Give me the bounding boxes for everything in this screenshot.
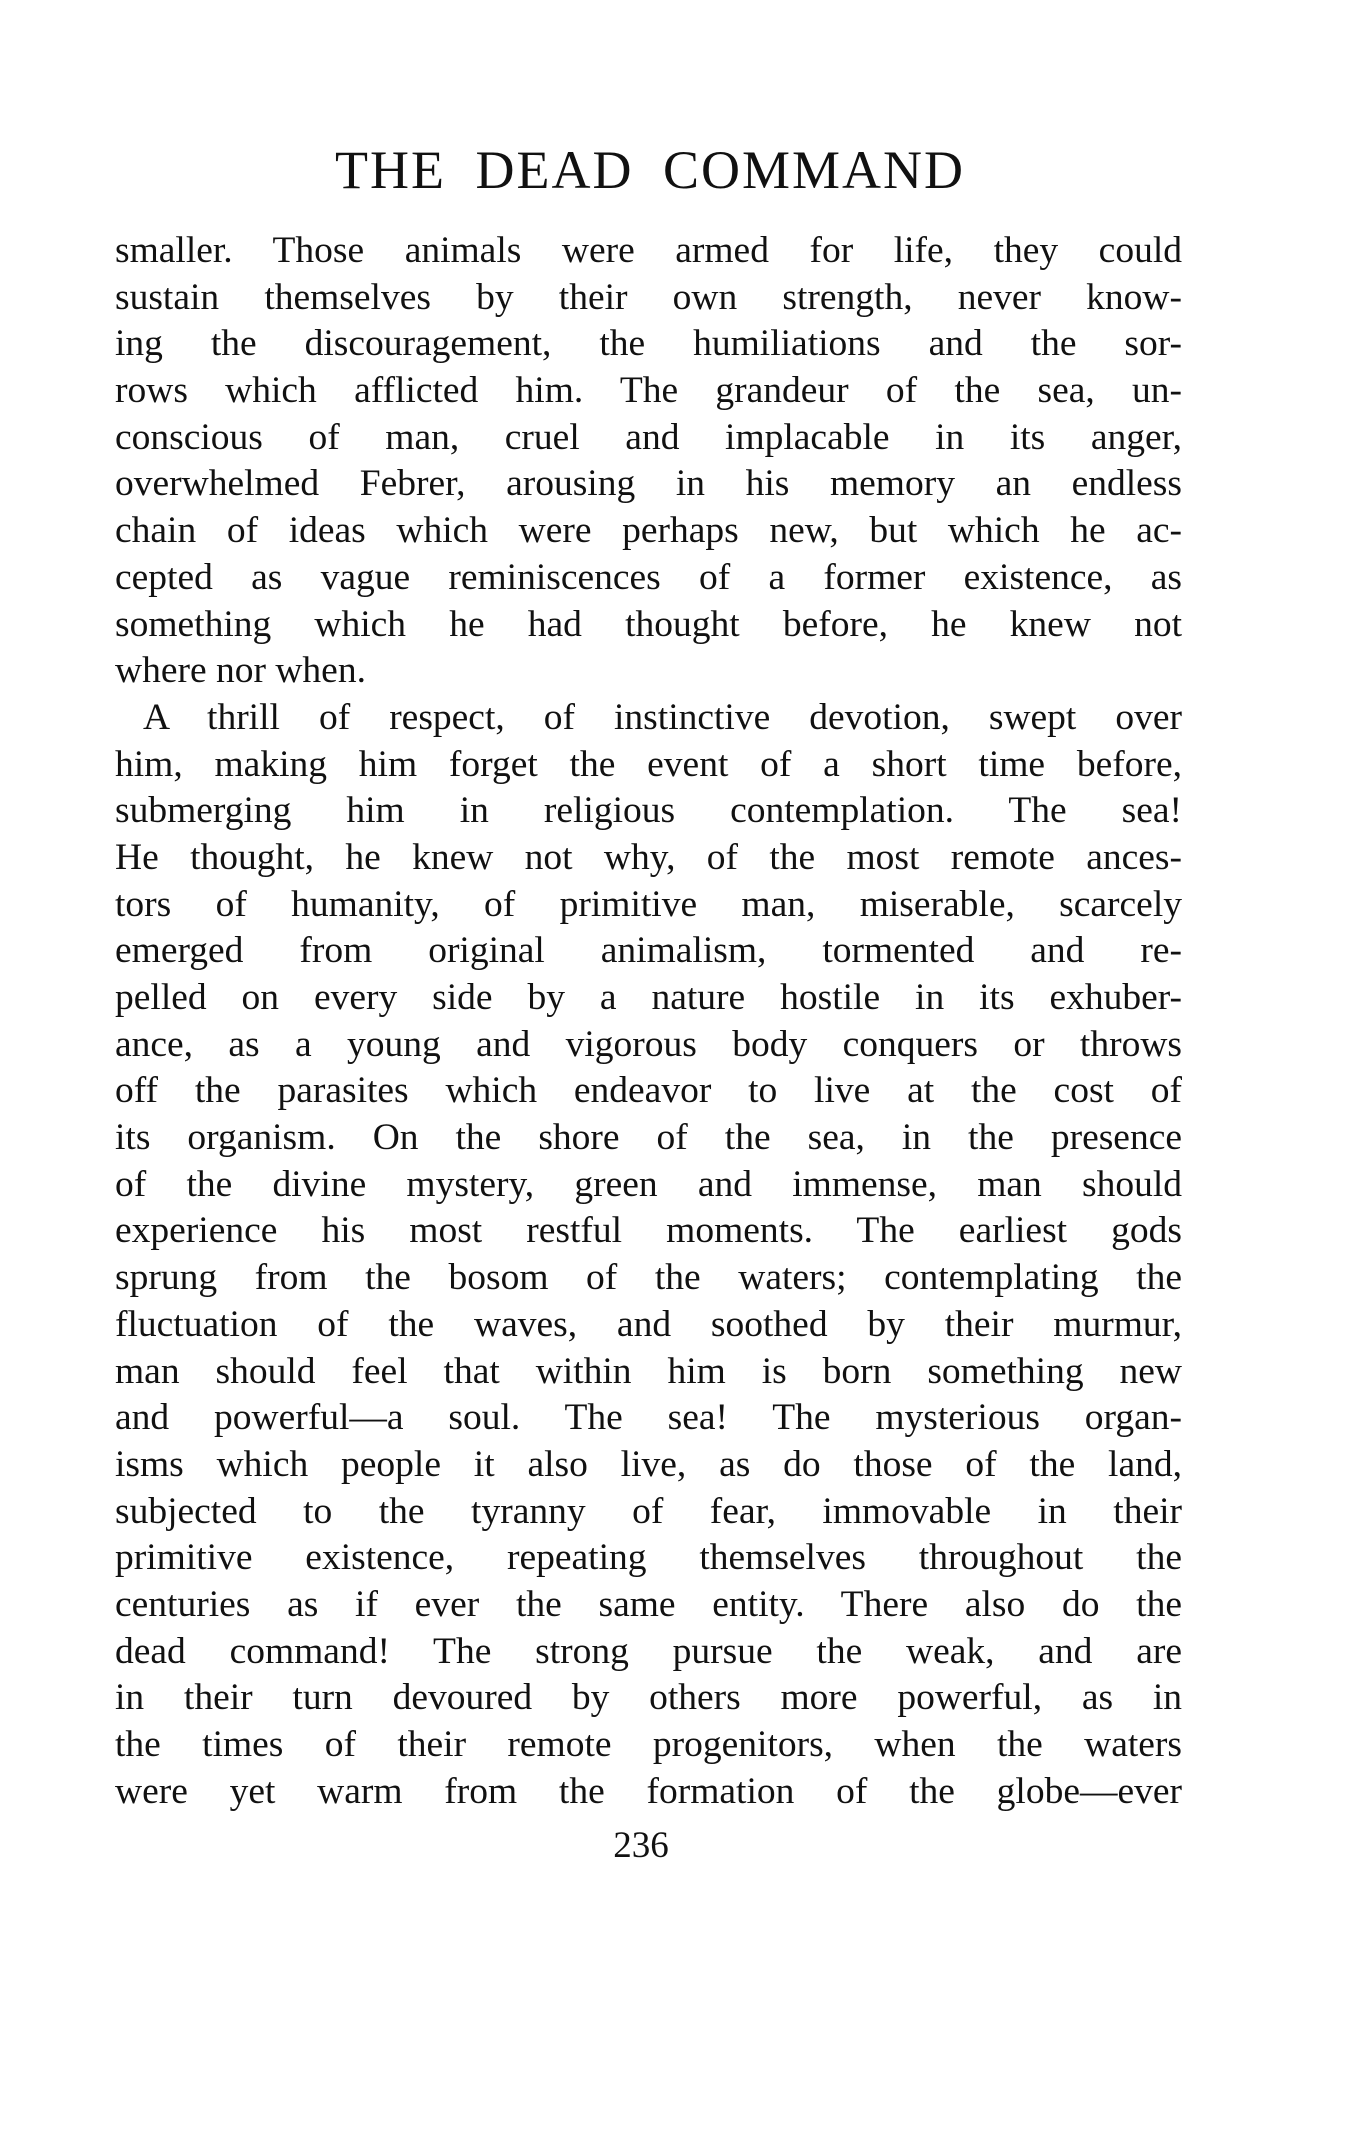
text-line: in their turn devoured by others more powerful, as in bbox=[115, 1677, 1182, 1719]
text-line: dead command! The strong pursue the weak, and are bbox=[115, 1630, 1182, 1672]
text-line: A thrill of respect, of instinctive devotion, swept over bbox=[143, 696, 1182, 738]
text-line: centuries as if ever the same entity. There also do the bbox=[115, 1583, 1182, 1625]
text-line: something which he had thought before, he knew not bbox=[115, 603, 1182, 645]
text-line: off the parasites which endeavor to live at the cost of bbox=[115, 1070, 1182, 1112]
text-line: He thought, he knew not why, of the most remote ances- bbox=[115, 836, 1182, 878]
text-line: overwhelmed Febrer, arousing in his memory an endless bbox=[115, 463, 1182, 505]
text-line: ance, as a young and vigorous body conquers or throws bbox=[115, 1023, 1182, 1065]
text-line: conscious of man, cruel and implacable in its anger, bbox=[115, 416, 1182, 458]
paragraph bbox=[115, 695, 1182, 1816]
text-line: primitive existence, repeating themselves throughout the bbox=[115, 1537, 1182, 1579]
text-line: of the divine mystery, green and immense, man should bbox=[115, 1163, 1182, 1205]
text-line: sprung from the bosom of the waters; contemplating the bbox=[115, 1257, 1182, 1299]
text-line: fluctuation of the waves, and soothed by their murmur, bbox=[115, 1303, 1182, 1345]
text-line: rows which afflicted him. The grandeur of the sea, un- bbox=[115, 370, 1182, 412]
text-line: submerging him in religious contemplation. The sea! bbox=[115, 790, 1182, 832]
running-header: THE DEAD COMMAND bbox=[335, 140, 965, 200]
paragraph bbox=[115, 228, 1182, 695]
text-line: man should feel that within him is born something new bbox=[115, 1350, 1182, 1392]
text-line: subjected to the tyranny of fear, immovable in their bbox=[115, 1490, 1182, 1532]
text-line: were yet warm from the formation of the globe—ever bbox=[115, 1770, 1182, 1812]
text-line: cepted as vague reminiscences of a former existence, as bbox=[115, 556, 1182, 598]
text-line: chain of ideas which were perhaps new, but which he ac- bbox=[115, 510, 1182, 552]
text-line: ing the discouragement, the humiliations and the sor- bbox=[115, 323, 1182, 365]
text-line: the times of their remote progenitors, when the waters bbox=[115, 1724, 1182, 1765]
text-line: sustain themselves by their own strength, never know- bbox=[115, 276, 1182, 318]
text-line: tors of humanity, of primitive man, miserable, scarcely bbox=[115, 883, 1182, 925]
text-line: smaller. Those animals were armed for life, they could bbox=[115, 230, 1182, 271]
text-line: where nor when. bbox=[115, 650, 366, 692]
page-number: 236 bbox=[613, 1825, 669, 1866]
body-text bbox=[115, 228, 1182, 1815]
text-line: emerged from original animalism, tormented and re- bbox=[115, 930, 1182, 972]
text-line: isms which people it also live, as do those of the land, bbox=[115, 1443, 1182, 1485]
text-line: experience his most restful moments. The earliest gods bbox=[115, 1210, 1182, 1252]
text-line: pelled on every side by a nature hostile in its exhuber- bbox=[115, 977, 1182, 1018]
text-line: its organism. On the shore of the sea, in the presence bbox=[115, 1117, 1182, 1159]
text-line: him, making him forget the event of a short time before, bbox=[115, 743, 1182, 785]
text-line: and powerful—a soul. The sea! The mysterious organ- bbox=[115, 1397, 1182, 1439]
